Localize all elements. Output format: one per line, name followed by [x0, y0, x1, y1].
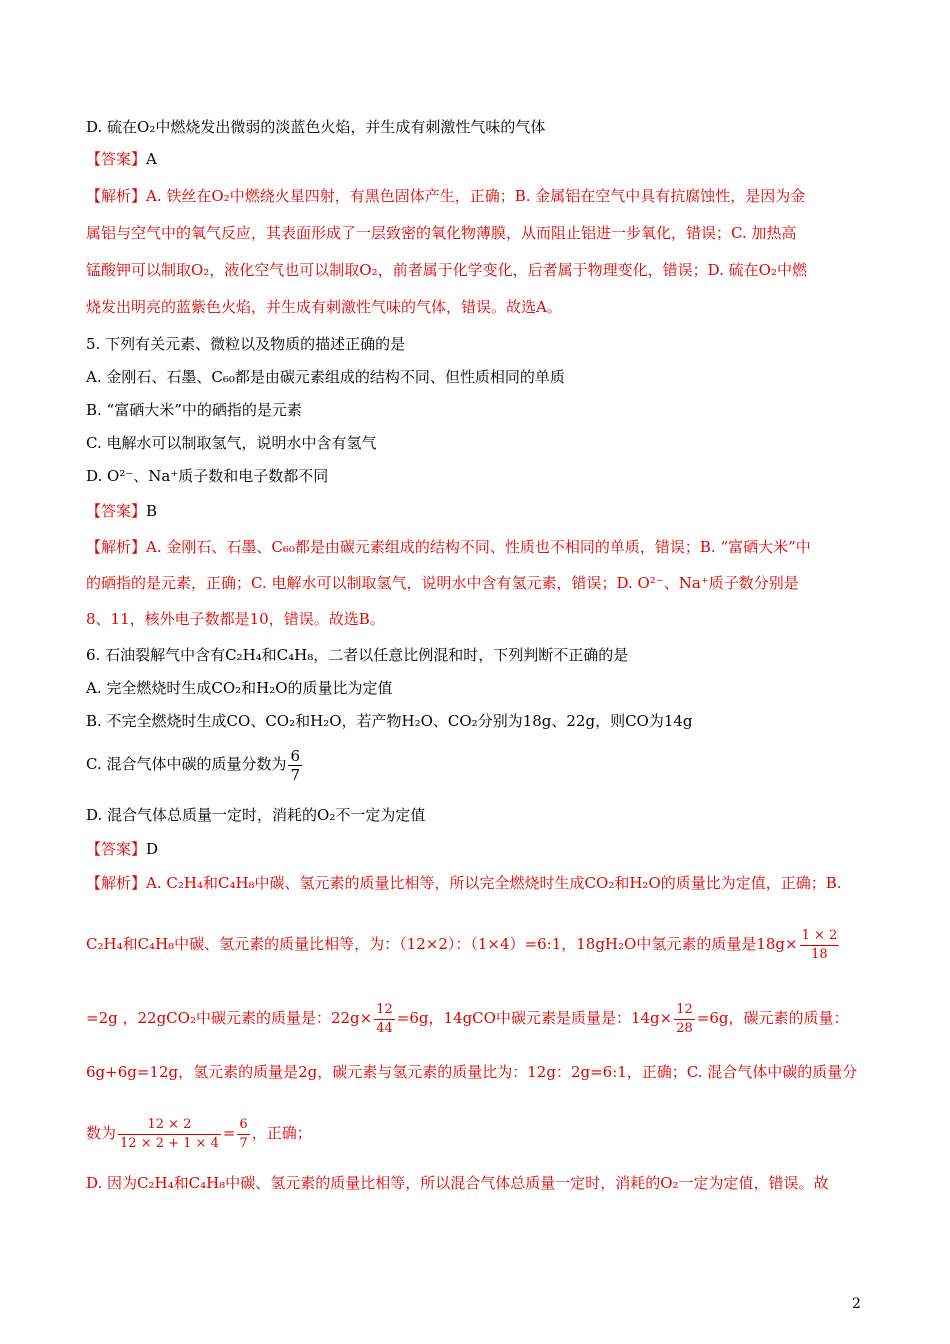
- answer-label: 【答案】: [86, 150, 147, 168]
- q6-analysis-line-1: 【解析】A. C₂H₄和C₄H₈中碳、氢元素的质量比相等，所以完全燃烧时生成CO₂和H₂O的质量比为定值，正确；B.: [86, 874, 842, 892]
- q4-analysis-line-2: 属铝与空气中的氧气反应，其表面形成了一层致密的氧化物薄膜，从而阻止铝进一步氧化，错误；C. 加热高: [86, 224, 797, 242]
- q6-option-c: C. 混合气体中碳的质量分数为 $\frac{6}{7}$: [86, 746, 301, 784]
- answer-label: 【答案】: [86, 502, 147, 520]
- q4-answer: [86, 148, 157, 170]
- q5-option-b: B. “富硒大米”中的硒指的是元素: [86, 401, 302, 419]
- answer-value: A: [146, 150, 157, 168]
- q6-analysis-line-4: 6g+6g=12g，氢元素的质量是2g，碳元素与氢元素的质量比为：12g：2g=6:1，正确；C. 混合气体中碳的质量分: [86, 1063, 858, 1081]
- q5-option-c: C. 电解水可以制取氢气，说明水中含有氢气: [86, 434, 377, 452]
- fraction: $\frac{6}{7}$: [239, 1116, 248, 1151]
- q5-analysis-line-1: 【解析】A. 金刚石、石墨、C₆₀都是由碳元素组成的结构不同、性质也不相同的单质，错误；B. “富硒大米”中: [86, 538, 811, 556]
- fraction: $\frac{6}{7}$: [290, 746, 301, 784]
- q6-analysis-line-2: C₂H₄和C₄H₈中碳、氢元素的质量比相等，为：（12×2）：（1×4）=6:1，18gH₂O中氢元素的质量是18g× $\frac{1 \times 2}{18}$: [86, 927, 838, 962]
- fraction: $\frac{12}{44}$: [376, 1001, 393, 1036]
- q6-analysis-line-5: 数为 $\frac{12 \times 2}{12 \times 2 + 1 \times 4}$ = $\frac{6}{7}$ ，正确；: [86, 1116, 312, 1151]
- q6-answer: [86, 838, 158, 860]
- q6-option-a: A. 完全燃烧时生成CO₂和H₂O的质量比为定值: [86, 679, 393, 697]
- analysis-label: 【解析】: [86, 538, 147, 556]
- answer-label: 【答案】: [86, 840, 147, 858]
- fraction: $\frac{1 \times 2}{18}$: [801, 927, 838, 962]
- answer-value: B: [146, 502, 158, 520]
- q6-analysis-line-6: D. 因为C₂H₄和C₄H₈中碳、氢元素的质量比相等，所以混合气体总质量一定时，消耗的O₂一定为定值，错误。故: [86, 1174, 829, 1192]
- analysis-label: 【解析】: [86, 874, 147, 892]
- q6-stem: 6. 石油裂解气中含有C₂H₄和C₄H₈，二者以任意比例混和时，下列判断不正确的是: [86, 646, 629, 664]
- q5-analysis-line-2: 的硒指的是元素，正确；C. 电解水可以制取氢气，说明水中含有氢元素，错误；D. O²⁻、Na⁺质子数分别是: [86, 574, 799, 592]
- q4-option-d: D. 硫在O₂中燃烧发出微弱的淡蓝色火焰，并生成有刺激性气味的气体: [86, 118, 546, 136]
- q6-analysis-line-3: =2g ，22gCO₂中碳元素的质量是：22g× $\frac{12}{44}$ =6g，14gCO中碳元素是质量是：14g× $\frac{12}{28}$ =6g，碳元素的质量：: [86, 1001, 849, 1036]
- analysis-label: 【解析】: [86, 187, 147, 205]
- q4-analysis-line-1: 【解析】A. 铁丝在O₂中燃绕火星四射，有黑色固体产生，正确；B. 金属铝在空气中具有抗腐蚀性，是因为金: [86, 187, 806, 205]
- answer-value: D: [146, 840, 159, 858]
- q5-option-a: A. 金刚石、石墨、C₆₀都是由碳元素组成的结构不同、但性质相同的单质: [86, 368, 565, 386]
- q5-stem: 5. 下列有关元素、微粒以及物质的描述正确的是: [86, 335, 406, 353]
- q5-answer: [86, 500, 157, 522]
- page-number: 2: [852, 1296, 861, 1312]
- fraction: $\frac{12}{28}$: [676, 1001, 693, 1036]
- q5-option-d: D. O²⁻、Na⁺质子数和电子数都不同: [86, 467, 329, 485]
- fraction: $\frac{12 \times 2}{12 \times 2 + 1 \times 4}$: [120, 1116, 219, 1151]
- q5-analysis-line-3: 8、11，核外电子数都是10，错误。故选B。: [86, 610, 385, 628]
- q4-analysis-line-3: 锰酸钾可以制取O₂，液化空气也可以制取O₂，前者属于化学变化，后者属于物理变化，错误；D. 硫在O₂中燃: [86, 261, 807, 279]
- q6-option-d: D. 混合气体总质量一定时，消耗的O₂不一定为定值: [86, 806, 426, 824]
- q6-option-b: B. 不完全燃烧时生成CO、CO₂和H₂O，若产物H₂O、CO₂分别为18g、22g，则CO为14g: [86, 712, 693, 730]
- q4-analysis-line-4: 烧发出明亮的蓝紫色火焰，并生成有刺激性气味的气体，错误。故选A。: [86, 298, 562, 316]
